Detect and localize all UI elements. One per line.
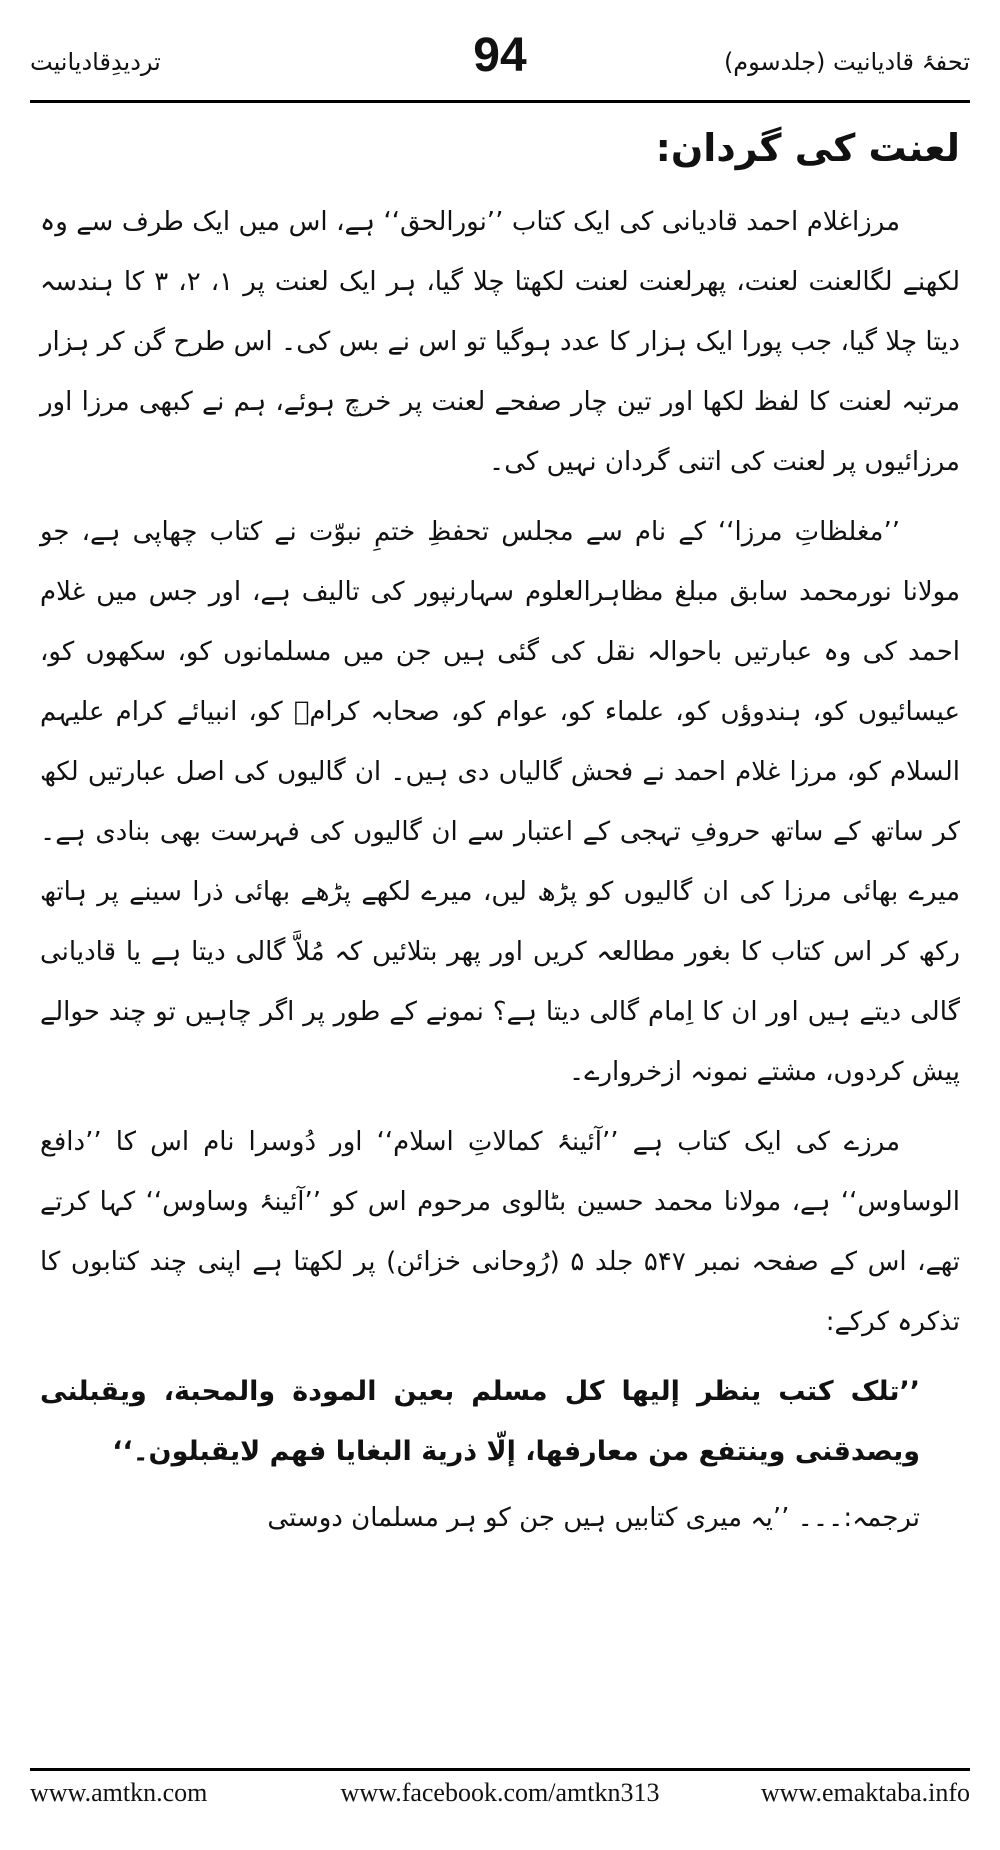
book-title: تحفۂ قادیانیت (جلدسوم) bbox=[723, 48, 970, 76]
translation-line: ترجمہ:۔۔۔ ’’یہ میری کتابیں ہیں جن کو ہر مسلمان دوستی bbox=[267, 1503, 920, 1533]
paragraph-3: مرزے کی ایک کتاب ہے ’’آئینۂ کمالاتِ اسلام‘‘ اور دُوسرا نام اس کا ’’دافع الوساوس‘‘ ہے، مولانا محمد حسین بٹالوی مرحوم اس کو ’’آئینۂ وساوس‘‘ کہا کرتے تھے، اس کے صفحہ نمبر ۵۴۷ جلد ۵ (رُوحانی خزائن) پر لکھتا ہے اپنی چند کتابوں کا تذکرہ کرکے: bbox=[40, 1127, 961, 1337]
page-header bbox=[30, 28, 970, 98]
arabic-quote: ’’تلک کتب ینظر إلیھا کل مسلم بعین المودة والمحبة، ویقبلنی ویصدقنی وینتفع من معارفھا، إلّا ذریة البغایا فھم لایقبلون۔‘‘ bbox=[40, 1376, 920, 1467]
footer-link-emaktaba[interactable]: www.emaktaba.info bbox=[760, 1778, 970, 1807]
section-title: تردیدِقادیانیت bbox=[30, 48, 161, 76]
page-body bbox=[40, 118, 960, 1548]
footer-divider bbox=[30, 1768, 970, 1771]
page-footer bbox=[30, 1778, 970, 1818]
paragraph-2: ’’مغلظاتِ مرزا‘‘ کے نام سے مجلس تحفظِ ختمِ نبوّت نے کتاب چھاپی ہے، جو مولانا نورمحمد سابق مبلغ مظاہرالعلوم سہارنپور کی تالیف ہے، اور جس میں غلام احمد کی وہ عبارتیں باحوالہ نقل کی گئی ہیں جن میں مسلمانوں کو، سکھوں کو، عیسائیوں کو، ہندوؤں کو، علماء کو، عوام کو، صحابہ کرامؓ کو، انبیائے کرام علیہم السلام کو، مرزا غلام احمد نے فحش گالیاں دی ہیں۔ ان گالیوں کی اصل عبارتیں لکھ کر ساتھ کے ساتھ حروفِ تہجی کے اعتبار سے ان گالیوں کی فہرست بھی بنادی ہے۔ میرے بھائی مرزا کی ان گالیوں کو پڑھ لیں، میرے لکھے پڑھے بھائی ذرا سینے پر ہاتھ رکھ کر اس کتاب کا بغور مطالعہ کریں اور پھر بتلائیں کہ مُلاَّ گالی دیتا ہے یا قادیانی گالی دیتے ہیں اور ان کا اِمام گالی دیتا ہے؟ نمونے کے طور پر اگر چاہیں تو چند حوالے پیش کردوں، مشتے نمونہ ازخروارے۔ bbox=[40, 517, 960, 1087]
page-number: 94 bbox=[473, 29, 527, 82]
section-heading: لعنت کی گردان: bbox=[655, 126, 960, 170]
footer-link-facebook[interactable]: www.facebook.com/amtkn313 bbox=[340, 1778, 660, 1807]
header-divider bbox=[30, 100, 970, 103]
footer-link-amtkn[interactable]: www.amtkn.com bbox=[30, 1778, 208, 1807]
paragraph-1: مرزاغلام احمد قادیانی کی ایک کتاب ’’نورالحق‘‘ ہے، اس میں ایک طرف سے وہ لکھنے لگالعنت لعنت، پھرلعنت لعنت لکھتا چلا گیا، ہر ایک لعنت پر ۱، ۲، ۳ کا ہندسہ دیتا چلا گیا، جب پورا ایک ہزار کا عدد ہوگیا تو اس نے بس کی۔ اس طرح گن کر ہزار مرتبہ لعنت کا لفظ لکھا اور تین چار صفحے لعنت پر خرچ ہوئے، ہم نے کبھی مرزا اور مرزائیوں پر لعنت کی اتنی گردان نہیں کی۔ bbox=[40, 207, 961, 477]
